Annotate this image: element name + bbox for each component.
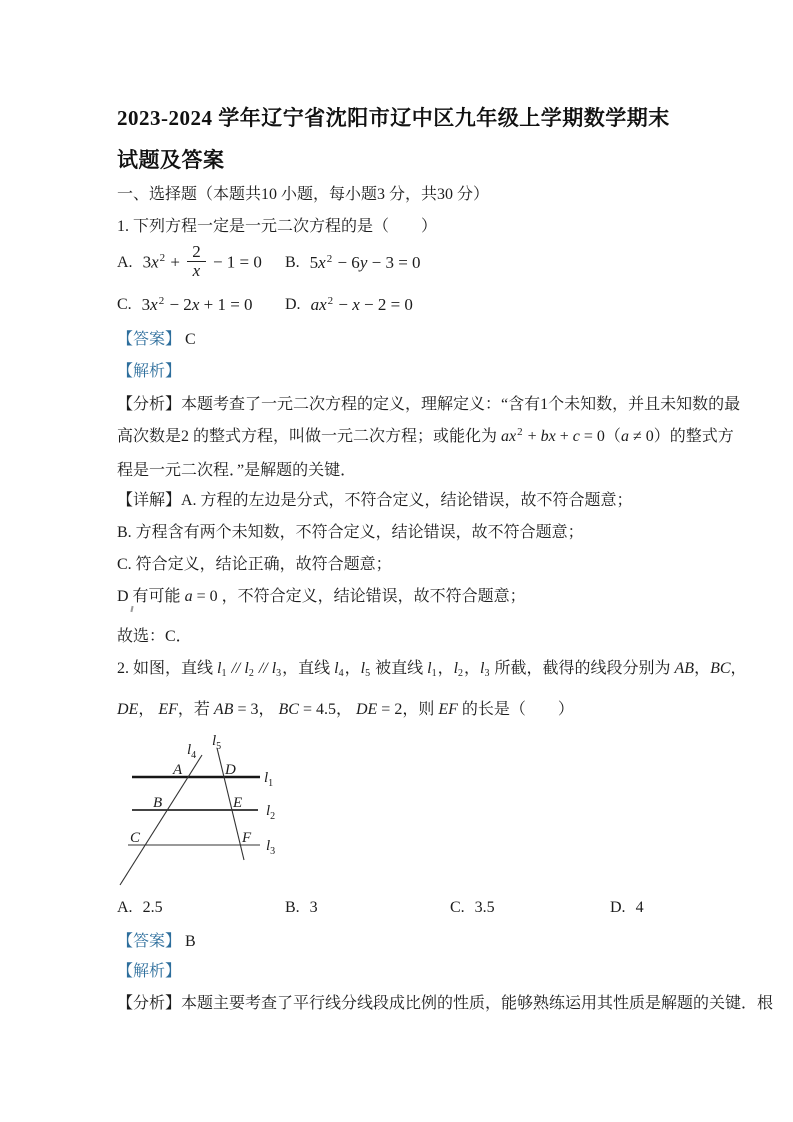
diagram-label-l4: $l_4$ (187, 742, 197, 761)
question2-option-a (117, 898, 163, 917)
option-key: C. (117, 296, 132, 313)
diagram-line-l4 (120, 755, 202, 885)
question1-detail-line4: D 有可能 a = 0 ，不符合定义，结论错误，故不符合题意； (117, 588, 526, 605)
option-key: D. (610, 899, 626, 916)
question1-analysis-line2: 高次数是2 的整式方程，叫做一元二次方程；或能化为 $ax^2$ + bx + c = 0（a ≠ 0）的整式方 (117, 426, 734, 445)
diagram-point-A: A (173, 762, 183, 778)
document-title-line2: 试题及答案 (117, 148, 225, 172)
diagram-label-l5: $l_5$ (212, 733, 222, 752)
question1-detail-line2: B. 方程含有两个未知数，不符合定义，结论错误，故不符合题意； (117, 524, 584, 541)
option-formula: $ax^2 - x - 2 = 0$ (310, 295, 413, 314)
question1-option-d (285, 290, 413, 320)
explain-label: 【解析】 (117, 963, 182, 980)
question1-option-b (285, 238, 421, 288)
explain-label: 【解析】 (117, 363, 182, 380)
document-title-line1: 2023-2024 学年辽宁省沈阳市辽中区九年级上学期数学期末 (117, 106, 670, 130)
diagram-point-B: B (153, 795, 163, 811)
answer-label: 【答案】 (117, 331, 182, 348)
diagram-label-l1: $l_1$ (264, 770, 274, 789)
question2-diagram (113, 733, 323, 895)
option-key: A. (117, 899, 133, 916)
diagram-point-D: D (225, 762, 236, 778)
diagram-label-l3: $l_3$ (266, 838, 276, 857)
question2-analysis-line1: 【分析】本题主要考查了平行线分线段成比例的性质，能够熟练运用其性质是解题的关键．根 (117, 995, 774, 1012)
question1-stem: 1. 下列方程一定是一元二次方程的是（ ） (117, 218, 438, 235)
diagram-point-C: C (130, 830, 141, 846)
question1-conclusion: 故选：C． (117, 628, 192, 645)
answer-value: C (185, 331, 196, 348)
question2-answer-row (117, 932, 196, 951)
diagram-point-F: F (242, 830, 252, 846)
option-key: B. (285, 254, 300, 271)
option-key: A. (117, 254, 133, 271)
question1-detail-line1: 【详解】A. 方程的左边是分式，不符合定义，结论错误，故不符合题意； (117, 492, 633, 509)
question2-option-d (610, 898, 644, 917)
answer-label: 【答案】 (117, 933, 182, 950)
diagram-point-E: E (233, 795, 243, 811)
option-key: D. (285, 296, 301, 313)
option-key: C. (450, 899, 465, 916)
option-formula: $5x^2 - 6y - 3 = 0$ (309, 253, 421, 272)
question1-answer-row (117, 330, 196, 349)
section-heading: 一、选择题（本题共10 小题，每小题3 分，共30 分） (117, 186, 490, 203)
option-value: 2.5 (142, 899, 163, 916)
option-formula: $3x^2 - 2x + 1 = 0$ (141, 295, 253, 314)
option-formula: $3x^2$ + $\frac{2}{x}$ − 1 = 0 (142, 241, 262, 280)
question1-analysis-line3: 程是一元二次程．”是解题的关键． (117, 462, 357, 479)
question2-stem-line2: DE， EF，若 AB = 3， BC = 4.5， DE = 2，则 EF 的长是（ ） (117, 701, 574, 718)
option-value: 3 (309, 899, 318, 916)
answer-value: B (185, 933, 196, 950)
diagram-label-l2: $l_2$ (266, 803, 276, 822)
question2-option-b (285, 898, 318, 917)
question2-stem-line1: 2. 如图，直线 $l_1 // l_2 // l_3$，直线 $l_4$，$l_5$ 被直线 $l_1$，$l_2$，$l_3$ 所截，截得的线段分别为 AB，BC， (117, 660, 747, 679)
option-value: 4 (635, 899, 644, 916)
option-value: 3.5 (474, 899, 495, 916)
question1-detail-line3: C. 符合定义，结论正确，故符合题意； (117, 556, 392, 573)
question1-option-c (117, 290, 253, 320)
question1-option-a (117, 238, 262, 288)
option-key: B. (285, 899, 300, 916)
question2-option-c (450, 898, 495, 917)
question1-analysis-line1: 【分析】本题考查了一元二次方程的定义，理解定义：“含有1个未知数，并且未知数的最 (117, 396, 741, 413)
scan-artifact-mark (130, 606, 133, 612)
